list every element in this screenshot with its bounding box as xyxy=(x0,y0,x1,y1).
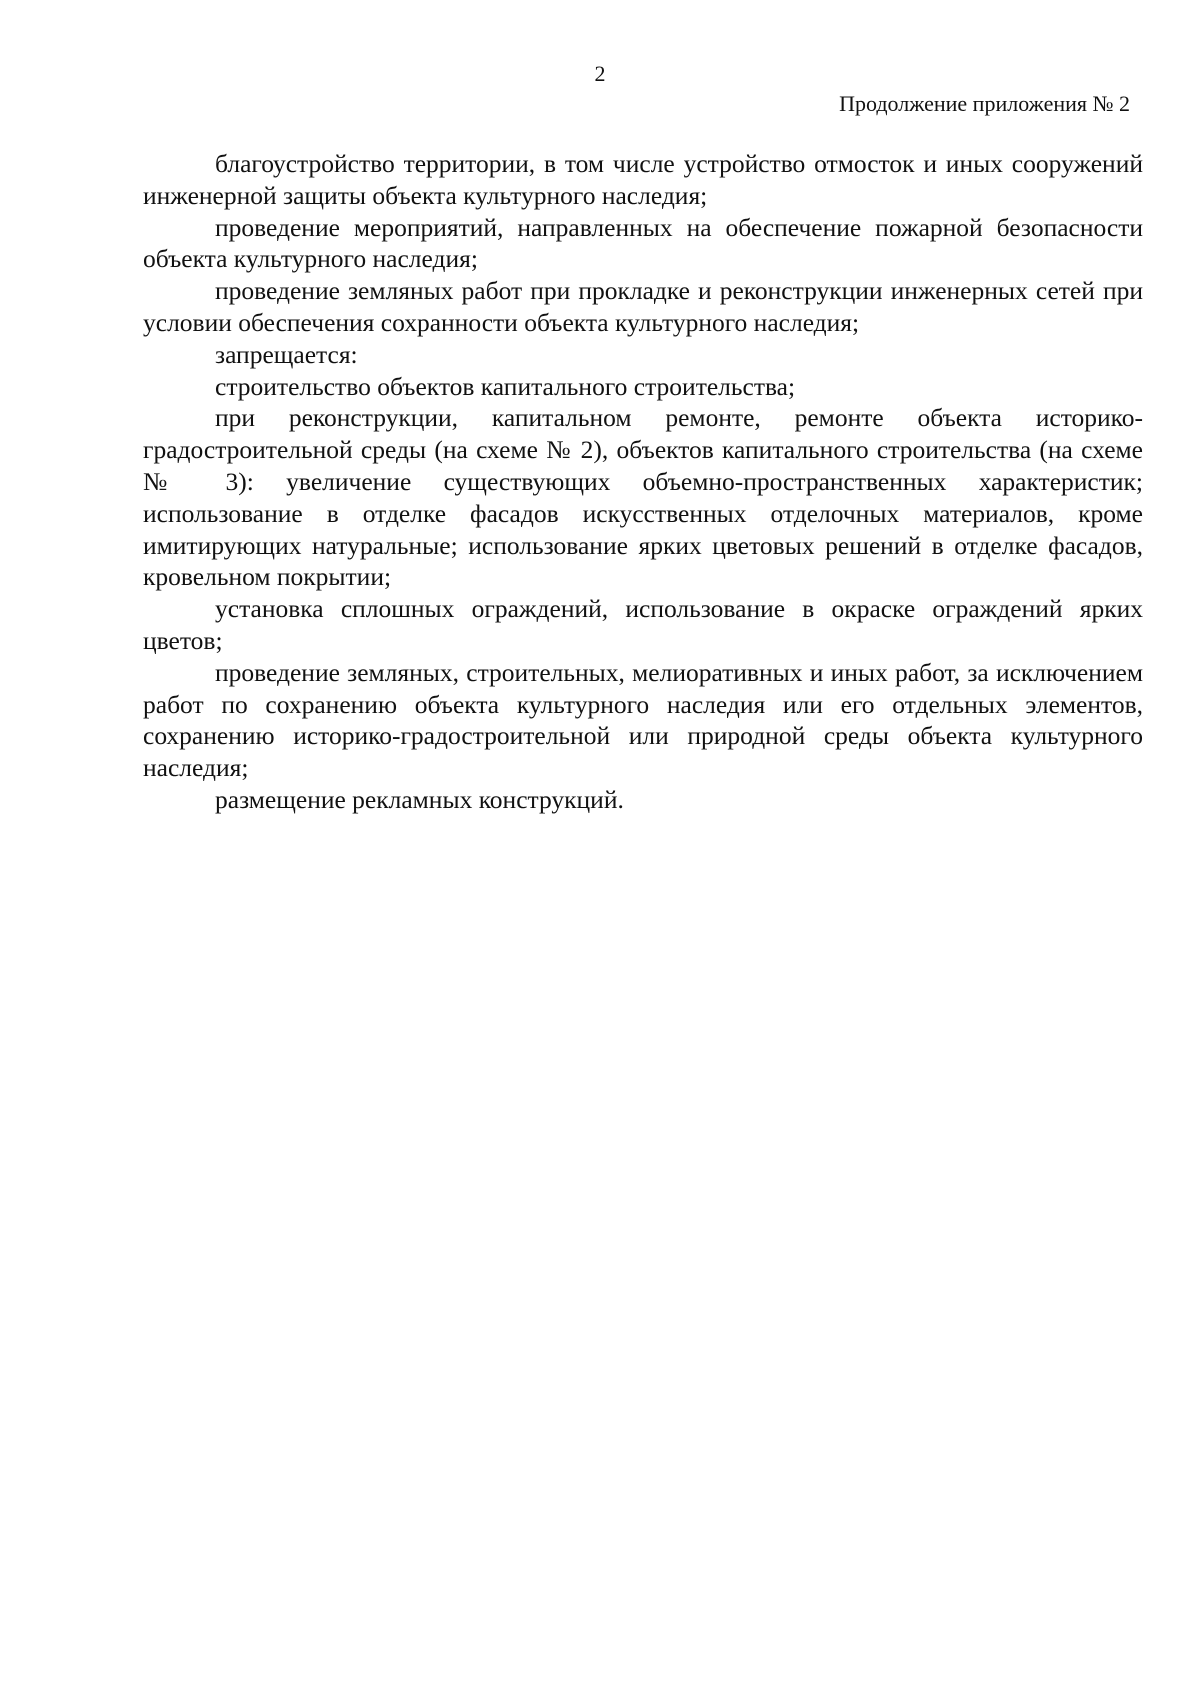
paragraph-fences: установка сплошных ограждений, использование в окраске ограждений ярких цветов; xyxy=(143,594,1143,655)
page-number: 2 xyxy=(594,61,606,86)
document-body xyxy=(143,148,1143,816)
paragraph-reconstruction-rules: при реконструкции, капитальном ремонте, ремонте объекта историко-градостроительной среды (на схеме № 2), объектов капитального строительства (на схеме № 3): увеличение существующих объемно-пространственных характеристик; использование в отделке фасадов искусственных отделочных материалов, кроме имитирующих натуральные; использование ярких цветовых решений в отделке фасадов, кровельном покрытии; xyxy=(143,403,1143,592)
appendix-continuation-note: Продолжение приложения № 2 xyxy=(839,91,1130,116)
paragraph-landscaping: благоустройство территории, в том числе устройство отмосток и иных сооружений инженерной защиты объекта культурного наследия; xyxy=(143,149,1143,210)
paragraph-earthworks-networks: проведение земляных работ при прокладке и реконструкции инженерных сетей при условии обеспечения сохранности объекта культурного наследия; xyxy=(143,276,1143,337)
paragraph-fire-safety: проведение мероприятий, направленных на обеспечение пожарной безопасности объекта культурного наследия; xyxy=(143,212,1143,274)
paragraph-prohibited-heading: запрещается: xyxy=(215,339,358,369)
paragraph-works-restriction: проведение земляных, строительных, мелиоративных и иных работ, за исключением работ по сохранению объекта культурного наследия или его отдельных элементов, сохранению историко-градостроительной или природной среды объекта культурного наследия; xyxy=(143,657,1143,783)
paragraph-advertising: размещение рекламных конструкций. xyxy=(215,784,624,814)
paragraph-capital-construction: строительство объектов капитального строительства; xyxy=(215,371,796,401)
